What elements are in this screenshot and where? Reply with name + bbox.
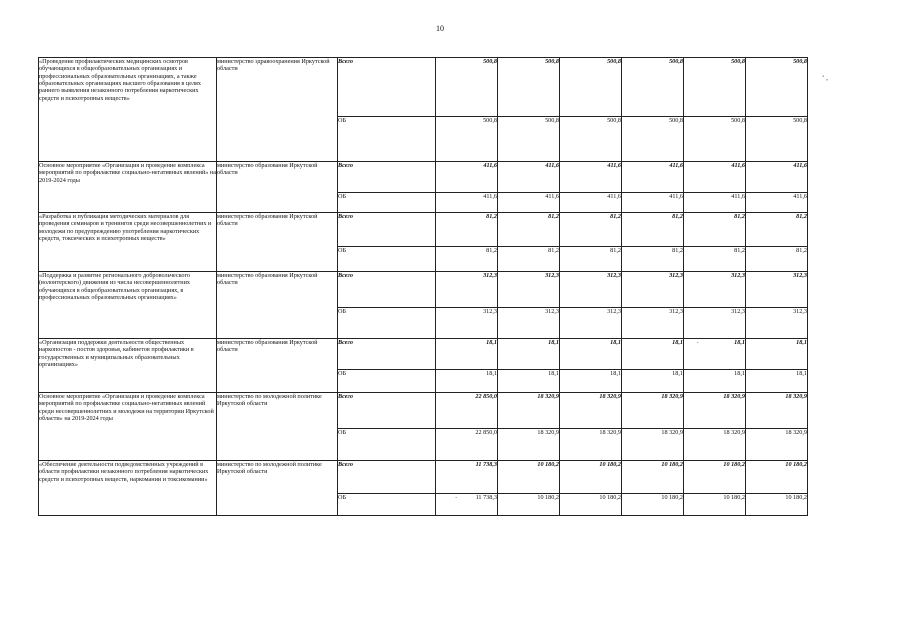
table-row <box>39 162 808 193</box>
regional-value: 11 738,3 <box>436 494 498 516</box>
table-row <box>39 58 808 117</box>
total-value: 18 320,9 <box>684 393 746 429</box>
total-value: 81,2 <box>684 213 746 247</box>
scan-mark: . <box>697 337 699 345</box>
regional-value: 18,1 <box>560 370 622 393</box>
regional-value: 312,3 <box>746 308 808 339</box>
total-value: 81,2 <box>560 213 622 247</box>
source-total-label: Всего <box>338 461 436 494</box>
total-value: 10 180,2 <box>560 461 622 494</box>
source-regional-label: ОБ <box>338 308 436 339</box>
regional-value: 411,6 <box>498 193 560 213</box>
regional-value: 10 180,2 <box>560 494 622 516</box>
source-regional-label: ОБ <box>338 429 436 461</box>
total-value: 81,2 <box>436 213 498 247</box>
regional-value: 411,6 <box>622 193 684 213</box>
executor: министерство образования Иркутской области <box>217 162 338 213</box>
regional-value: 81,2 <box>560 247 622 272</box>
regional-value: 18 320,9 <box>560 429 622 461</box>
total-value: 500,8 <box>684 58 746 117</box>
total-value: 10 180,2 <box>622 461 684 494</box>
total-value: 11 738,3 <box>436 461 498 494</box>
total-value: 18,1 <box>622 339 684 370</box>
executor: министерство по молодежной политике Иркутской области <box>217 393 338 461</box>
executor: министерство образования Иркутской области <box>217 213 338 272</box>
source-total-label: Всего <box>338 162 436 193</box>
source-total-label: Всего <box>338 58 436 117</box>
regional-value: 411,6 <box>746 193 808 213</box>
executor: министерство образования Иркутской области <box>217 339 338 393</box>
table-row <box>39 461 808 494</box>
regional-value: 81,2 <box>684 247 746 272</box>
regional-value: 312,3 <box>622 308 684 339</box>
total-value: 10 180,2 <box>746 461 808 494</box>
regional-value: 10 180,2 <box>622 494 684 516</box>
measure-name: «Обеспечение деятельности подведомственных учреждений в области профилактики незаконного потребления наркотических средств и психотропных веществ, наркомании и токсикомании» <box>39 461 217 516</box>
total-value: 18 320,9 <box>560 393 622 429</box>
source-total-label: Всего <box>338 272 436 308</box>
total-value: 500,8 <box>436 58 498 117</box>
regional-value: 18 320,9 <box>684 429 746 461</box>
source-regional-label: ОБ <box>338 370 436 393</box>
regional-value: 81,2 <box>498 247 560 272</box>
total-value: 18 320,9 <box>498 393 560 429</box>
source-total-label: Всего <box>338 339 436 370</box>
regional-value: 18,1 <box>436 370 498 393</box>
executor: министерство по молодежной политике Иркутской области <box>217 461 338 516</box>
regional-value: 81,2 <box>436 247 498 272</box>
total-value: 312,3 <box>684 272 746 308</box>
source-regional-label: ОБ <box>338 193 436 213</box>
total-value: 312,3 <box>622 272 684 308</box>
measure-name: Основное мероприятие «Организация и проведение комплекса мероприятий по профилактике социально-негативных явлений среди несовершеннолетних и молодежи на территории Иркутской области» на 2019-2024 годы <box>39 393 217 461</box>
regional-value: 81,2 <box>622 247 684 272</box>
total-value: 18,1 <box>436 339 498 370</box>
total-value: 18,1 <box>746 339 808 370</box>
source-total-label: Всего <box>338 393 436 429</box>
budget-table <box>38 57 808 516</box>
regional-value: 18 320,9 <box>622 429 684 461</box>
total-value: 18,1 <box>560 339 622 370</box>
source-regional-label: ОБ <box>338 247 436 272</box>
regional-value: 10 180,2 <box>746 494 808 516</box>
regional-value: 18,1 <box>746 370 808 393</box>
regional-value: 411,6 <box>436 193 498 213</box>
total-value: 18 320,9 <box>622 393 684 429</box>
regional-value: 500,8 <box>622 117 684 162</box>
regional-value: 18,1 <box>622 370 684 393</box>
regional-value: 500,8 <box>746 117 808 162</box>
table-body <box>39 58 808 516</box>
total-value: 10 180,2 <box>498 461 560 494</box>
total-value: 500,8 <box>746 58 808 117</box>
source-regional-label: ОБ <box>338 494 436 516</box>
regional-value: 18 320,9 <box>746 429 808 461</box>
measure-name: «Разработка и публикация методических материалов для проведения семинаров и тренингов среди несовершеннолетних и молодежи по предупреждению употребления наркотических средств, токсических и психотропных веществ» <box>39 213 217 272</box>
regional-value: 81,2 <box>746 247 808 272</box>
regional-value: 18,1 <box>684 370 746 393</box>
regional-value: 312,3 <box>498 308 560 339</box>
measure-name: «Организация поддержки деятельности общественных наркопостов - постов здоровья, кабинетов профилактики в государственных и муниципальных образовательных организациях» <box>39 339 217 393</box>
total-value: 500,8 <box>498 58 560 117</box>
table-row <box>39 213 808 247</box>
total-value: 81,2 <box>746 213 808 247</box>
total-value: 81,2 <box>622 213 684 247</box>
total-value: 312,3 <box>436 272 498 308</box>
regional-value: 18,1 <box>498 370 560 393</box>
total-value: 411,6 <box>684 162 746 193</box>
measure-name: «Проведение профилактических медицинских осмотров обучающихся в общеобразовательных организациях и профессиональных образовательных организациях, а также образовательных организациях высшего образования в целях раннего выявления незаконного потребления наркотических средств и психотропных веществ» <box>39 58 217 162</box>
regional-value: 312,3 <box>560 308 622 339</box>
table-row <box>39 339 808 370</box>
regional-value: 411,6 <box>560 193 622 213</box>
total-value: 10 180,2 <box>684 461 746 494</box>
total-value: 500,8 <box>622 58 684 117</box>
regional-value: 22 850,0 <box>436 429 498 461</box>
total-value: 500,8 <box>560 58 622 117</box>
table-row <box>39 272 808 308</box>
scan-mark: ` <box>455 496 458 504</box>
total-value: 18,1 <box>498 339 560 370</box>
scan-mark: ‘ , <box>822 74 828 82</box>
total-value: 312,3 <box>560 272 622 308</box>
executor: министерство здравоохранения Иркутской области <box>217 58 338 162</box>
total-value: 81,2 <box>498 213 560 247</box>
total-value: 18,1 <box>684 339 746 370</box>
total-value: 18 320,9 <box>746 393 808 429</box>
table-row <box>39 393 808 429</box>
regional-value: 312,3 <box>684 308 746 339</box>
regional-value: 500,8 <box>498 117 560 162</box>
total-value: 411,6 <box>746 162 808 193</box>
regional-value: 500,8 <box>436 117 498 162</box>
source-total-label: Всего <box>338 213 436 247</box>
regional-value: 312,3 <box>436 308 498 339</box>
regional-value: 411,6 <box>684 193 746 213</box>
measure-name: «Поддержка и развитие регионального добровольческого (волонтерского) движения из числа несовершеннолетних обучающихся в общеобразовательных организациях, в профессиональных образовательных организациях» <box>39 272 217 339</box>
regional-value: 500,8 <box>560 117 622 162</box>
total-value: 411,6 <box>498 162 560 193</box>
regional-value: 500,8 <box>684 117 746 162</box>
measure-name: Основное мероприятие «Организация и проведение комплекса мероприятий по профилактике социально-негативных явлений» на 2019-2024 годы <box>39 162 217 213</box>
source-regional-label: ОБ <box>338 117 436 162</box>
total-value: 411,6 <box>560 162 622 193</box>
total-value: 22 850,0 <box>436 393 498 429</box>
executor: министерство образования Иркутской области <box>217 272 338 339</box>
regional-value: 18 320,9 <box>498 429 560 461</box>
regional-value: 10 180,2 <box>684 494 746 516</box>
total-value: 411,6 <box>436 162 498 193</box>
page-number: 10 <box>436 24 444 33</box>
total-value: 411,6 <box>622 162 684 193</box>
regional-value: 10 180,2 <box>498 494 560 516</box>
total-value: 312,3 <box>746 272 808 308</box>
total-value: 312,3 <box>498 272 560 308</box>
